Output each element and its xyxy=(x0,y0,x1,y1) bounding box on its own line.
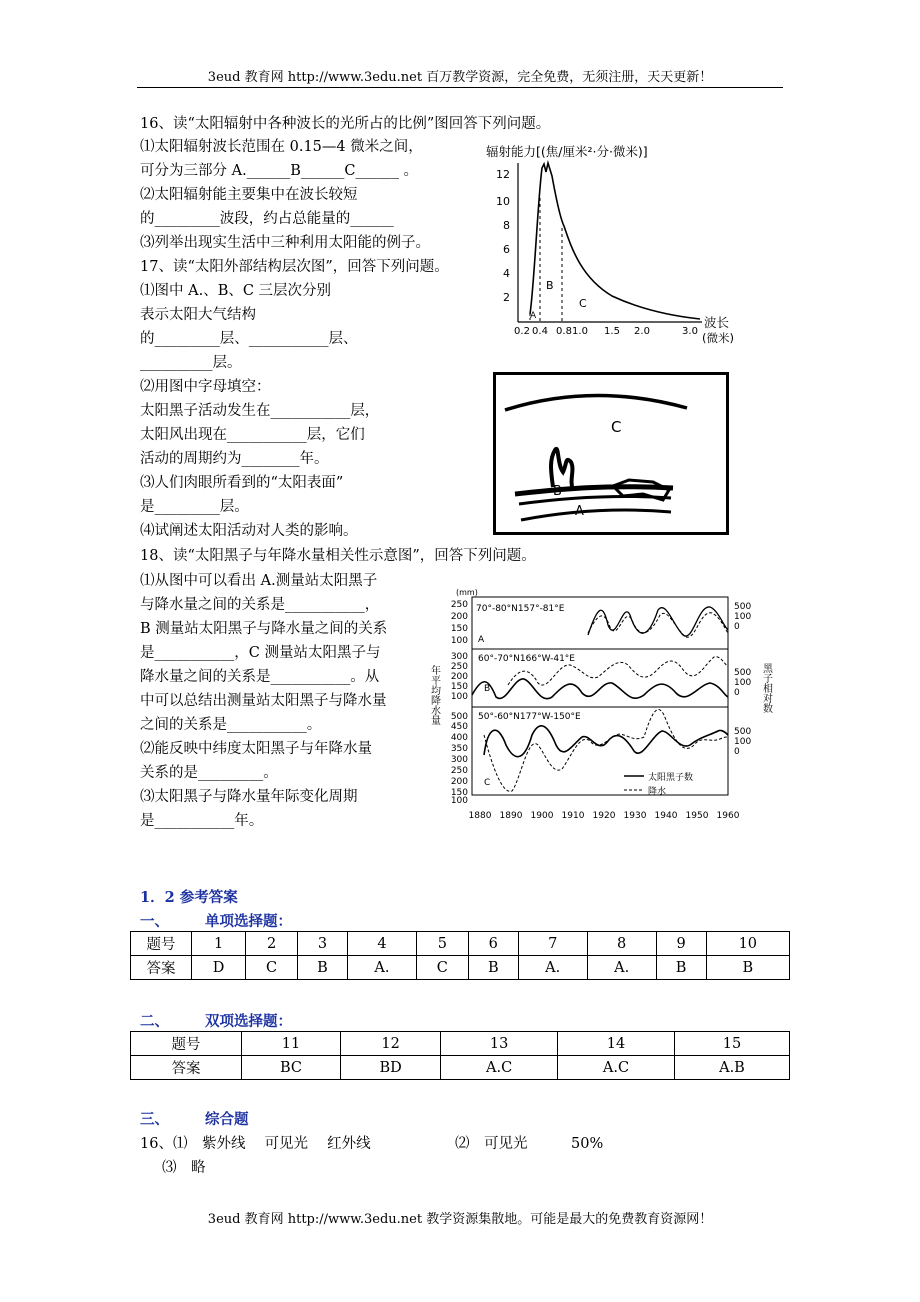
table-cell: 6 xyxy=(468,932,518,956)
q18-line-3: 与降水量之间的关系是___________， xyxy=(140,597,380,613)
table-cell: 4 xyxy=(347,932,416,956)
fig1-ytick: 2 xyxy=(503,291,510,304)
table-cell: 13 xyxy=(441,1032,558,1056)
fig1-ylabel: 辐射能力[(焦/厘米²·分·微米)] xyxy=(486,144,648,159)
table-cell: B xyxy=(468,956,518,980)
fig3-xtick: 1920 xyxy=(592,811,616,821)
fig1-label-a: A xyxy=(530,311,537,321)
table-cell: 11 xyxy=(242,1032,341,1056)
table-cell: C xyxy=(416,956,468,980)
fig3-legend-rain: 降水 xyxy=(648,787,667,797)
q17-line-4: 的_________层、___________层、 xyxy=(140,331,358,347)
fig3-xtick: 1960 xyxy=(716,811,740,821)
fig1-ytick: 8 xyxy=(503,219,510,232)
fig3-ytick: 250 xyxy=(450,600,468,610)
table-cell: A. xyxy=(347,956,416,980)
answer-16-part-1: 16、⑴ 紫外线 可见光 红外线 xyxy=(140,1136,371,1152)
table-cell: A. xyxy=(518,956,587,980)
fig3-panel-c-title: 50°-60°N177°W-150°E xyxy=(478,712,581,722)
sunspot-precipitation-figure xyxy=(428,585,772,825)
fig1-xtick: 0.4 xyxy=(532,326,548,337)
fig3-rtick: 100 xyxy=(734,612,752,622)
fig1-ytick: 6 xyxy=(503,243,510,256)
section-2-title: 双项选择题： xyxy=(205,1013,292,1030)
fig1-xtick: 0.2 xyxy=(514,326,530,337)
table-cell: BC xyxy=(242,1056,341,1080)
fig3-panel-b-title: 60°-70°N166°W-41°E xyxy=(478,654,575,664)
fig3-xtick: 1910 xyxy=(561,811,585,821)
fig3-legend-sun: 太阳黑子数 xyxy=(648,773,694,783)
q16-line-2: ⑴太阳辐射波长范围在 0.15—4 微米之间， xyxy=(140,139,423,155)
q18-line-6: 降水量之间的关系是___________。从 xyxy=(140,669,380,685)
answer-16-part-3: ⑶ 略 xyxy=(162,1160,206,1176)
table-cell: 9 xyxy=(656,932,706,956)
fig3-rtick: 0 xyxy=(734,688,740,698)
table-cell: 5 xyxy=(416,932,468,956)
table-cell: 8 xyxy=(587,932,656,956)
fig1-label-c: C xyxy=(579,297,587,310)
fig3-a-sunspot xyxy=(588,607,728,636)
fig3-rtick: 100 xyxy=(734,737,752,747)
fig3-rtick: 500 xyxy=(734,668,752,678)
fig2-label-c: C xyxy=(611,418,622,436)
q18-line-1: 18、读“太阳黑子与年降水量相关性示意图”，回答下列问题。 xyxy=(140,548,536,564)
fig3-xtick: 1890 xyxy=(499,811,523,821)
q17-line-6: ⑵用图中字母填空： xyxy=(140,379,271,395)
radiation-spectrum-figure xyxy=(482,138,732,350)
section-1-title: 单项选择题： xyxy=(205,913,292,930)
table-cell: 12 xyxy=(341,1032,441,1056)
table-header-cell: 题号 xyxy=(131,932,192,956)
answer-16-part-2: ⑵ 可见光 50% xyxy=(455,1136,604,1152)
fig3-ytick: 400 xyxy=(450,733,468,743)
fig1-xtick: 0.8 xyxy=(556,326,572,337)
table-cell: B xyxy=(656,956,706,980)
q18-line-9: ⑵能反映中纬度太阳黑子与年降水量 xyxy=(140,741,372,757)
section-2-number: 二、 xyxy=(140,1013,169,1030)
fig3-ytick: 100 xyxy=(450,796,468,806)
fig3-a-rain xyxy=(588,613,728,637)
fig3-xtick: 1930 xyxy=(623,811,647,821)
table-cell: B xyxy=(706,956,789,980)
table-cell: 14 xyxy=(558,1032,675,1056)
table-header-cell: 题号 xyxy=(131,1032,242,1056)
q16-line-3: 可分为三部分 A.______B______C______ 。 xyxy=(140,163,419,179)
fig2-label-a: A xyxy=(575,504,584,519)
fig3-ytick: 250 xyxy=(450,662,468,672)
fig3-ylabel-right: 黑子相对数 xyxy=(760,663,772,713)
table-cell: A.C xyxy=(441,1056,558,1080)
q18-line-5: 是___________，C 测量站太阳黑子与 xyxy=(140,645,381,661)
fig1-xtick: 1.0 xyxy=(572,326,588,337)
fig3-xtick: 1900 xyxy=(530,811,554,821)
fig3-ytick: 150 xyxy=(450,788,468,798)
table-cell: 10 xyxy=(706,932,789,956)
q17-line-5: __________层。 xyxy=(140,355,242,371)
fig3-ytick: 450 xyxy=(450,722,468,732)
fig3-rtick: 500 xyxy=(734,727,752,737)
fig3-ytick: 100 xyxy=(450,692,468,702)
q18-line-7: 中可以总结出测量站太阳黑子与降水量 xyxy=(140,693,387,709)
fig1-curve xyxy=(530,163,700,319)
fig3-ytick: 250 xyxy=(450,766,468,776)
fig3-unit: (mm) xyxy=(456,588,478,597)
fig3-rtick: 100 xyxy=(734,678,752,688)
fig1-xtick: 2.0 xyxy=(634,326,650,337)
q17-line-2: ⑴图中 A.、B、C 三层次分别 xyxy=(140,283,332,299)
fig3-ytick: 150 xyxy=(450,624,468,634)
fig1-xtick: 1.5 xyxy=(604,326,620,337)
table-cell: 3 xyxy=(298,932,348,956)
q16-line-5: 的_________波段，约占总能量的______ xyxy=(140,211,394,227)
fig3-rtick: 500 xyxy=(734,602,752,612)
section-3-title: 综合题 xyxy=(205,1111,249,1128)
q17-line-12: ⑷试阐述太阳活动对人类的影响。 xyxy=(140,523,358,539)
fig1-label-b: B xyxy=(546,279,554,292)
fig1-xlabel-unit: (微米) xyxy=(702,331,734,345)
fig3-ytick: 500 xyxy=(450,712,468,722)
fig1-ytick: 4 xyxy=(503,267,510,280)
fig3-label-c: C xyxy=(484,778,491,788)
table-cell: BD xyxy=(341,1056,441,1080)
q16-line-4: ⑵太阳辐射能主要集中在波长较短 xyxy=(140,187,358,203)
q18-line-11: ⑶太阳黑子与降水量年际变化周期 xyxy=(140,789,358,805)
section-3-number: 三、 xyxy=(140,1111,169,1128)
fig3-ytick: 150 xyxy=(450,682,468,692)
table-cell: A.C xyxy=(558,1056,675,1080)
table-cell: A. xyxy=(587,956,656,980)
fig3-xtick: 1880 xyxy=(468,811,492,821)
table-cell: 2 xyxy=(246,932,298,956)
fig3-xtick: 1940 xyxy=(654,811,678,821)
fig3-ytick: 100 xyxy=(450,636,468,646)
solar-structure-figure xyxy=(493,372,729,536)
q17-line-9: 活动的周期约为________年。 xyxy=(140,451,329,467)
table-header-cell: 答案 xyxy=(131,956,192,980)
fig3-panel-a-title: 70°-80°N157°-81°E xyxy=(476,604,565,614)
fig3-xtick: 1950 xyxy=(685,811,709,821)
fig3-ytick: 200 xyxy=(450,777,468,787)
q17-line-3: 表示太阳大气结构 xyxy=(140,307,256,323)
answers-title: 1．2 参考答案 xyxy=(140,889,238,906)
table-cell: 15 xyxy=(674,1032,789,1056)
section-1-number: 一、 xyxy=(140,913,169,930)
q18-line-10: 关系的是_________。 xyxy=(140,765,278,781)
fig3-ytick: 200 xyxy=(450,672,468,682)
answer-table-double xyxy=(130,1031,790,1080)
fig3-label-b: B xyxy=(484,684,491,694)
q16-line-6: ⑶列举出现实生活中三种利用太阳能的例子。 xyxy=(140,235,430,251)
page-footer: 3eud 教育网 http://www.3edu.net 教学资源集散地。可能是最大的免费教育资源网！ xyxy=(207,1212,713,1227)
fig3-label-a: A xyxy=(478,635,485,645)
fig1-xlabel: 波长 xyxy=(704,315,730,330)
page-header: 3eud 教育网 http://www.3edu.net 百万教学资源，完全免费，无须注册，天天更新！ xyxy=(207,70,713,85)
header-divider xyxy=(137,87,783,88)
fig2-label-b: B xyxy=(553,484,562,499)
q18-line-2: ⑴从图中可以看出 A.测量站太阳黑子 xyxy=(140,573,378,589)
answer-table-single xyxy=(130,931,790,980)
table-cell: B xyxy=(298,956,348,980)
q17-line-10: ⑶人们肉眼所看到的“太阳表面” xyxy=(140,475,344,491)
fig3-rtick: 0 xyxy=(734,747,740,757)
fig1-ytick: 10 xyxy=(496,195,510,208)
table-cell: 7 xyxy=(518,932,587,956)
q18-line-4: B 测量站太阳黑子与降水量之间的关系 xyxy=(140,621,388,637)
q17-line-7: 太阳黑子活动发生在___________层， xyxy=(140,403,380,419)
q17-line-8: 太阳风出现在___________层，它们 xyxy=(140,427,365,443)
fig3-ylabel-left: 年平均降水量 xyxy=(428,665,440,725)
fig3-ytick: 350 xyxy=(450,744,468,754)
fig3-rtick: 0 xyxy=(734,622,740,632)
q16-line-1: 16、读“太阳辐射中各种波长的光所占的比例”图回答下列问题。 xyxy=(140,116,551,132)
q17-line-1: 17、读“太阳外部结构层次图”，回答下列问题。 xyxy=(140,259,449,275)
table-cell: D xyxy=(192,956,246,980)
q17-line-11: 是_________层。 xyxy=(140,499,249,515)
table-header-cell: 答案 xyxy=(131,1056,242,1080)
q18-line-8: 之间的关系是___________。 xyxy=(140,717,322,733)
q18-line-12: 是___________年。 xyxy=(140,813,264,829)
fig3-b-sunspot xyxy=(472,679,728,699)
table-cell: 1 xyxy=(192,932,246,956)
fig3-ytick: 300 xyxy=(450,652,468,662)
table-cell: C xyxy=(246,956,298,980)
fig3-ytick: 200 xyxy=(450,612,468,622)
fig3-ytick: 300 xyxy=(450,755,468,765)
fig1-xtick: 3.0 xyxy=(682,326,698,337)
fig1-ytick: 12 xyxy=(496,168,510,181)
table-cell: A.B xyxy=(674,1056,789,1080)
